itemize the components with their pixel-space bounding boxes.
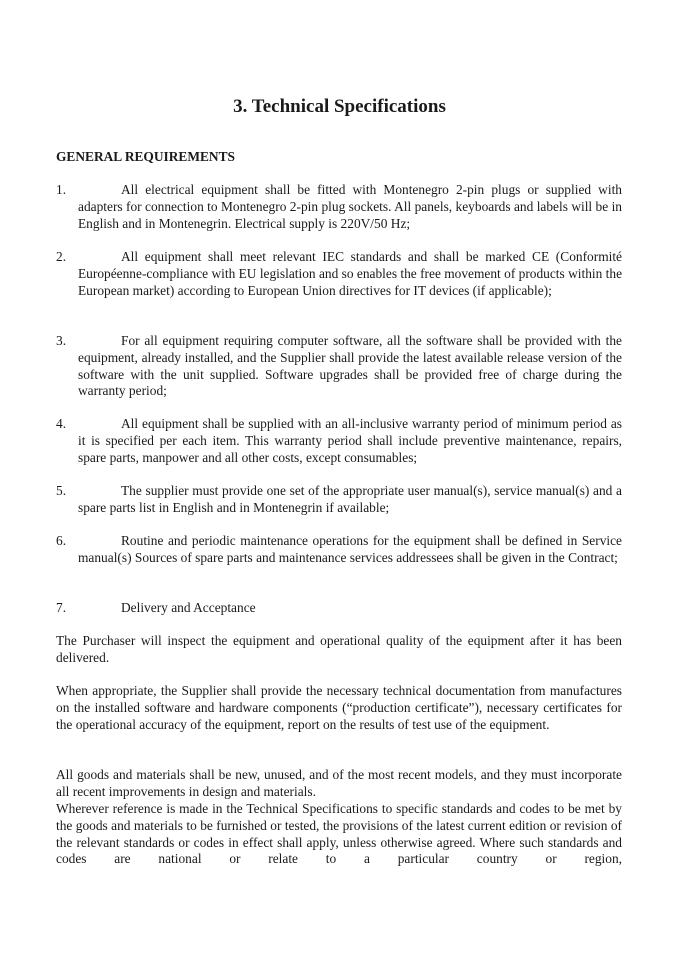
item-text: All equipment shall be supplied with an all-inclusive warranty period of minimum period as it is specified per each item. This warranty period shall include preventive maintenance, repairs, spare parts, manpower and all other costs, except consumables;: [78, 416, 622, 465]
item-text: Routine and periodic maintenance operations for the equipment shall be defined in Service manual(s) Sources of spare parts and maintenance services addressees shall be given in the Contract;: [78, 533, 622, 565]
item-number: 6.: [56, 533, 67, 548]
page-title: 3. Technical Specifications: [233, 96, 446, 117]
list-item-6: [56, 533, 622, 567]
item-number: 7.: [56, 600, 67, 615]
item-text: Delivery and Acceptance: [121, 600, 256, 615]
item-number: 4.: [56, 416, 67, 431]
list-item-7: [56, 600, 622, 617]
list-item-2: [56, 249, 622, 299]
list-item-5: [56, 483, 622, 517]
list-item-4: [56, 416, 622, 466]
item-text: The supplier must provide one set of the appropriate user manual(s), service manual(s) and a spare parts list in English and in Montenegrin if available;: [78, 483, 622, 515]
item-number: 3.: [56, 333, 67, 348]
paragraph-documentation: When appropriate, the Supplier shall provide the necessary technical documentation from manufactures on the installed software and hardware components (“production certificate”), necessary certificates for the operational accuracy of the equipment, report on the results of test use of the equipment.: [56, 683, 622, 732]
item-text: All equipment shall meet relevant IEC standards and shall be marked CE (Conformité Européenne-compliance with EU legislation and so enables the free movement of products within the European market) according to European Union directives for IT devices (if applicable);: [78, 249, 623, 298]
section-heading: GENERAL REQUIREMENTS: [56, 149, 235, 164]
paragraph-new-goods: All goods and materials shall be new, unused, and of the most recent models, and they must incorporate all recent improvements in design and materials.: [56, 767, 622, 799]
item-text: For all equipment requiring computer software, all the software shall be provided with the equipment, already installed, and the Supplier shall provide the latest available release version of the software with the unit supplied. Software upgrades shall be provided free of charge during the warranty period;: [78, 333, 622, 399]
item-text: All electrical equipment shall be fitted with Montenegro 2-pin plugs or supplied with adapters for connection to Montenegro 2-pin plug sockets. All panels, keyboards and labels will be in English and in Montenegrin. Electrical supply is 220V/50 Hz;: [78, 182, 622, 231]
list-item-1: [56, 182, 622, 232]
item-number: 5.: [56, 483, 67, 498]
paragraph-inspection: The Purchaser will inspect the equipment and operational quality of the equipment after it has been delivered.: [56, 633, 622, 665]
item-number: 1.: [56, 182, 67, 197]
paragraph-standards: Wherever reference is made in the Technical Specifications to specific standards and codes to be met by the goods and materials to be furnished or tested, the provisions of the latest current edition or revision of the relevant standards or codes in effect shall apply, unless otherwise agreed. Where such standards and codes are national or relate to a particular country or region,: [56, 801, 622, 867]
item-number: 2.: [56, 249, 67, 264]
list-item-3: [56, 333, 622, 400]
